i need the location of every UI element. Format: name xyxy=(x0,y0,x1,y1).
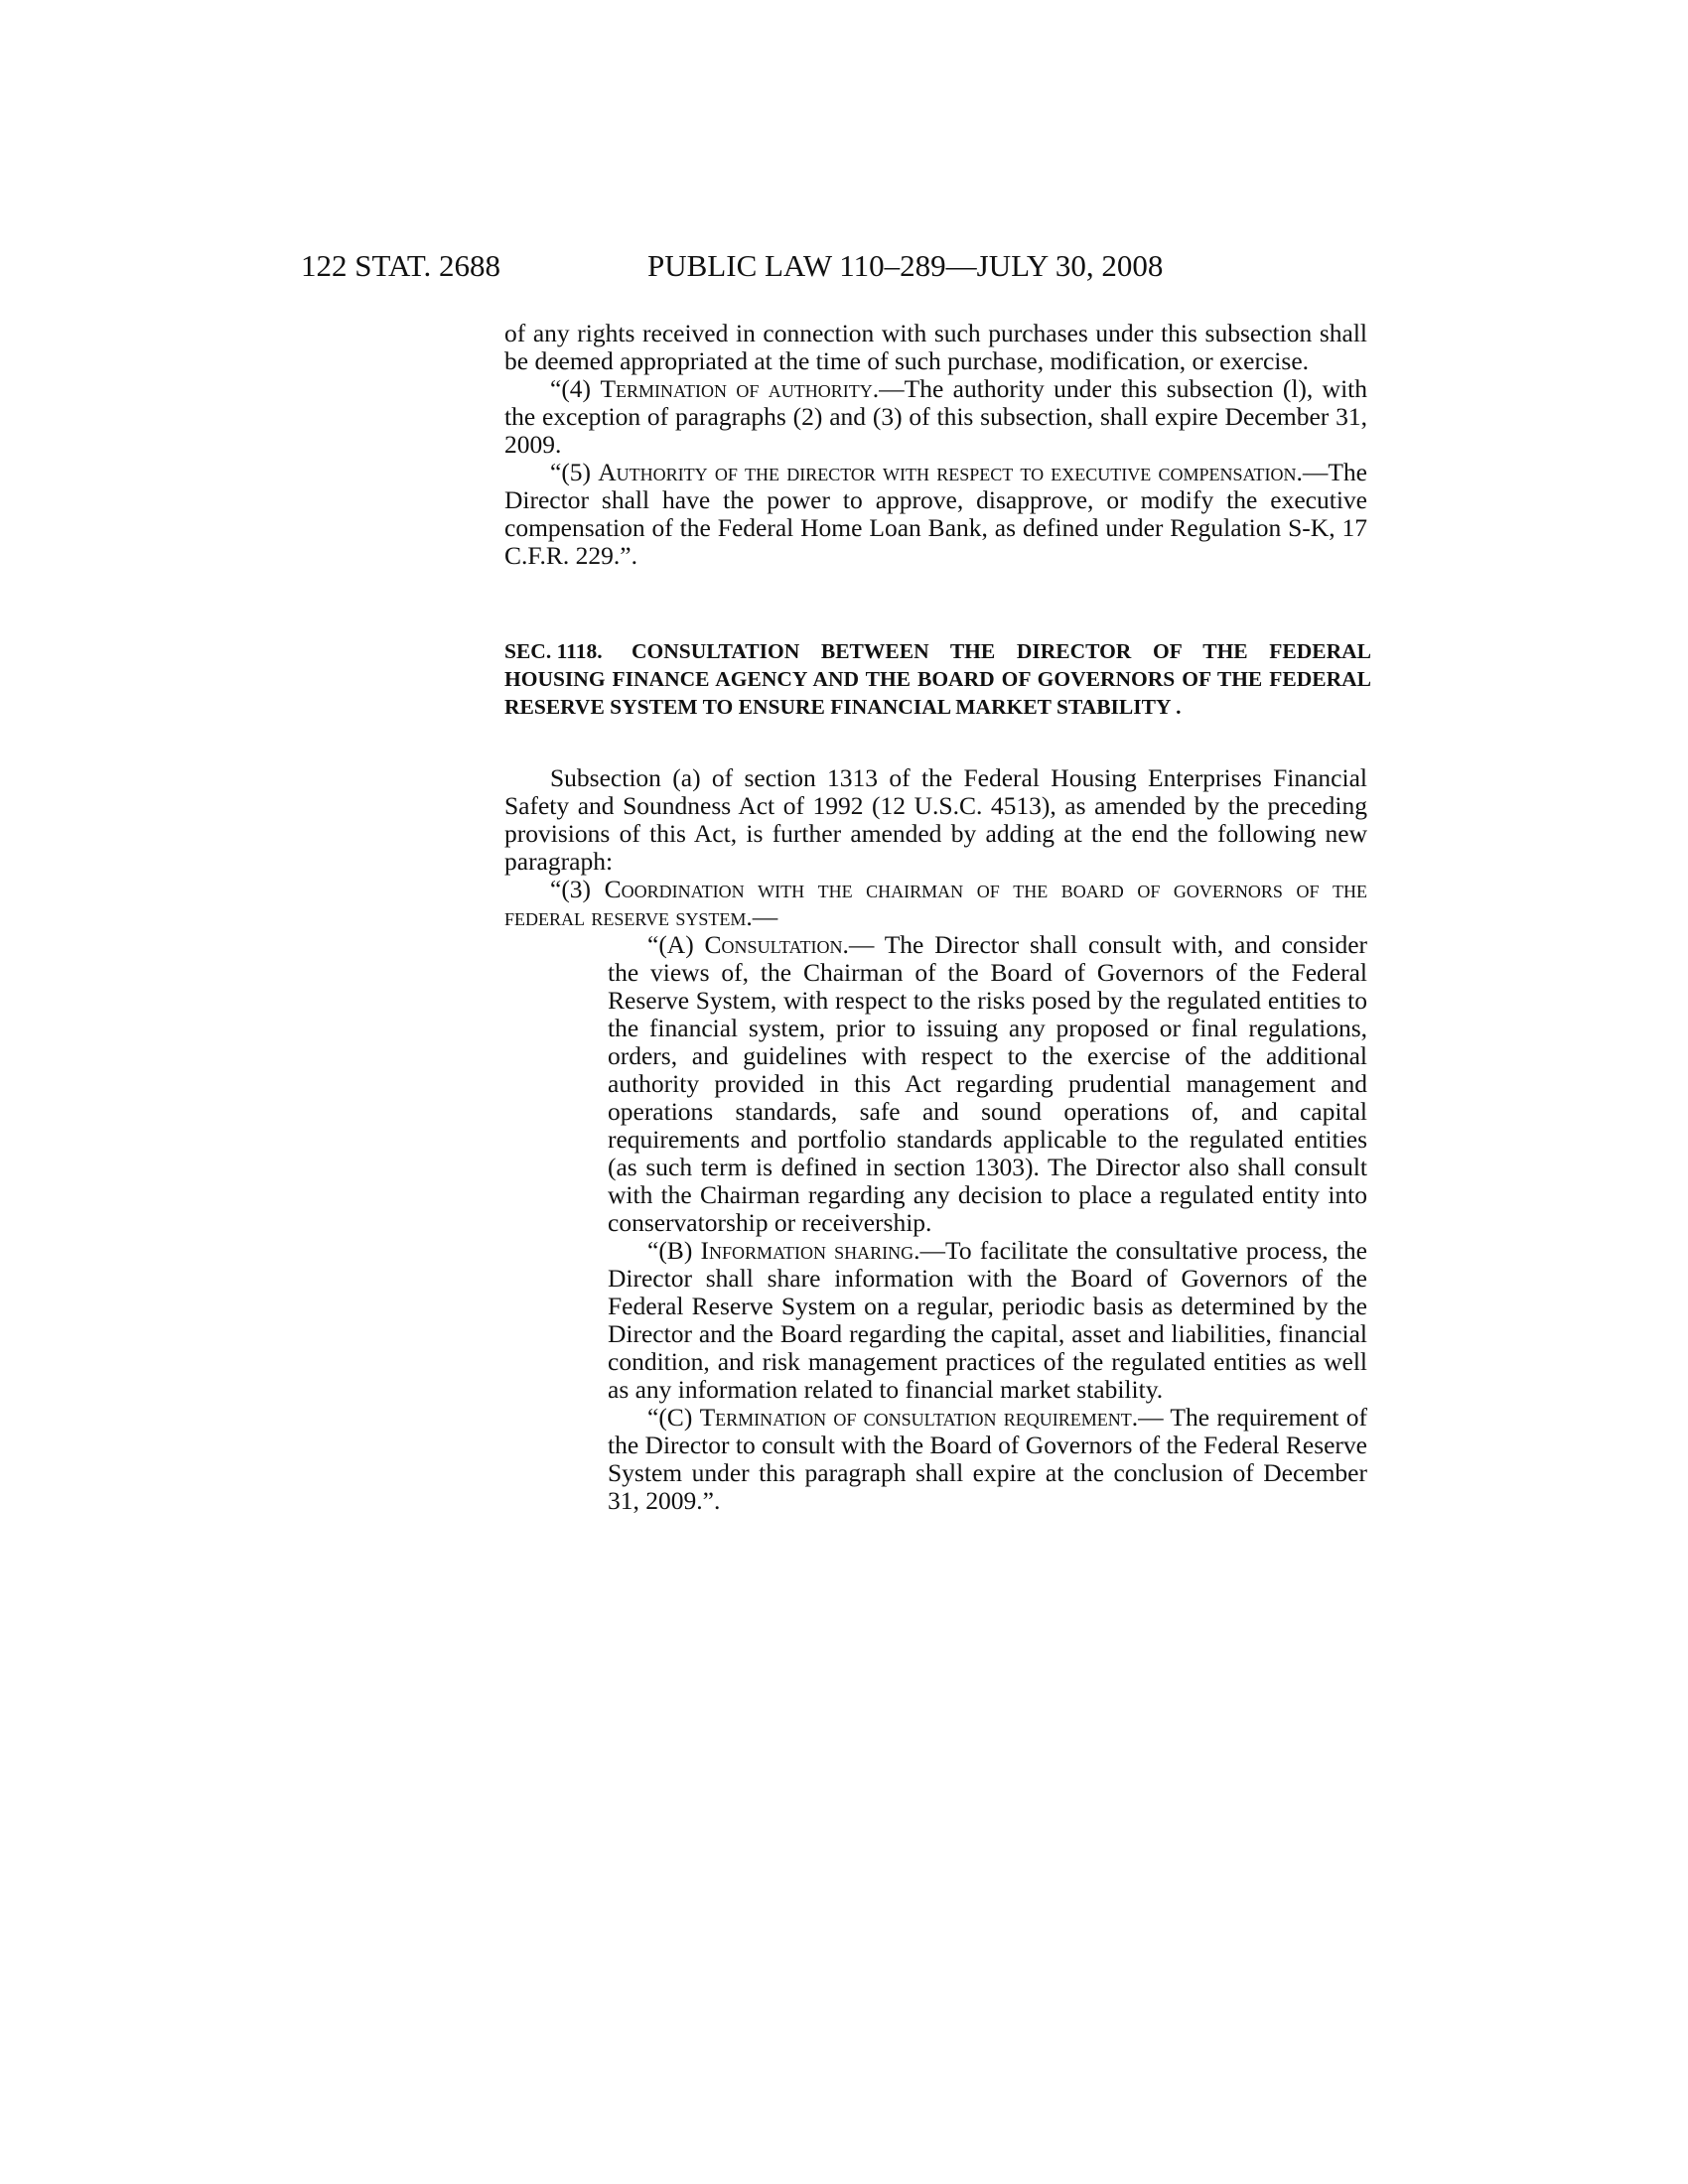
section-intro: Subsection (a) of section 1313 of the Federal Housing Enterprises Financial Safety and Soundness Act of 1992 (12 U.S.C. 4513), as amended by the preceding provisions of this Act, is further amended by adding at the end the following new paragraph: xyxy=(504,763,1367,876)
subparagraph-c-lead: “(C) xyxy=(647,1403,700,1432)
paragraph-5-lead: “(5) xyxy=(550,458,599,486)
public-law-citation: PUBLIC LAW 110–289—JULY 30, 2008 xyxy=(647,248,1164,283)
statute-page-number: 122 STAT. 2688 xyxy=(301,248,501,283)
paragraph-5-heading: Authority of the director with respect to executive compensation xyxy=(598,458,1297,486)
subparagraph-c-body: .— The requirement of the Director to consult with the Board of Governors of the Federal Reserve System under this paragraph shall expire at the conclusion of December 31, 2009.”. xyxy=(608,1403,1367,1515)
subparagraph-b xyxy=(504,1237,1367,1404)
section-body xyxy=(504,764,1367,1515)
subparagraph-b-heading: Information sharing xyxy=(700,1236,914,1265)
paragraph-4-body: .—The authority under this subsection (l), with the exception of paragraphs (2) and (3) of this subsection, shall expire December 31, 2009. xyxy=(504,374,1368,459)
paragraph-3-dash: .— xyxy=(746,902,778,931)
paragraph-3-heading: Coordination with the chairman of the board of governors of the federal reserve system xyxy=(504,875,1367,931)
paragraph-3-lead: “(3) xyxy=(550,875,605,903)
subparagraph-c-heading: Termination of consultation requirement xyxy=(699,1403,1132,1432)
paragraph-5 xyxy=(504,459,1367,570)
subparagraph-b-body: .—To facilitate the consultative process, the Director shall share information with the Board of Governors of the Federal Reserve System on a regular, periodic basis as determined by the Director and the Board regarding the capital, asset and liabilities, financial condition, and risk management practices of the regulated entities as well as any information related to financial market stability. xyxy=(608,1236,1368,1404)
paragraph-4-lead: “(4) xyxy=(550,374,601,403)
subparagraph-a-body: .— The Director shall consult with, and consider the views of, the Chairman of the Board of Governors of the Federal Reserve System, with respect to the risks posed by the regulated entities to the financial system, prior to issuing any proposed or final regulations, orders, and guidelines with respect to the exercise of the additional authority provided in this Act regarding prudential management and operations standards, safe and sound operations of, and capital requirements and portfolio standards applicable to the regulated entities (as such term is defined in section 1303). The Director also shall consult with the Chairman regarding any decision to place a regulated entity into conservatorship or receivership. xyxy=(608,930,1367,1237)
section-heading xyxy=(504,637,1371,721)
paragraph-4 xyxy=(504,375,1367,459)
continuation-paragraph: of any rights received in connection with such purchases under this subsection shall be deemed appropriated at the time of such purchase, modification, or exercise. xyxy=(504,319,1367,375)
subparagraph-a-heading: Consultation xyxy=(704,930,843,959)
subparagraph-a-lead: “(A) xyxy=(647,930,705,959)
running-header xyxy=(0,246,1688,286)
continued-text-block xyxy=(504,320,1367,570)
paragraph-3 xyxy=(504,876,1367,931)
subparagraph-b-lead: “(B) xyxy=(647,1236,701,1265)
subparagraph-c xyxy=(504,1404,1367,1515)
subparagraph-a xyxy=(504,931,1367,1237)
paragraph-5-body: .—The Director shall have the power to approve, disapprove, or modify the executive compensation of the Federal Home Loan Bank, as defined under Regulation S-K, 17 C.F.R. 229.”. xyxy=(504,458,1367,570)
section-number: SEC. 1118. xyxy=(504,639,603,663)
paragraph-4-heading: Termination of authority xyxy=(600,374,873,403)
section-title: CONSULTATION BETWEEN THE DIRECTOR OF THE FEDERAL HOUSING FINANCE AGENCY AND THE BOARD OF GOVERNORS OF THE FEDERAL RESERVE SYSTEM TO ENSURE FINANCIAL MARKET STABILITY . xyxy=(504,639,1371,719)
